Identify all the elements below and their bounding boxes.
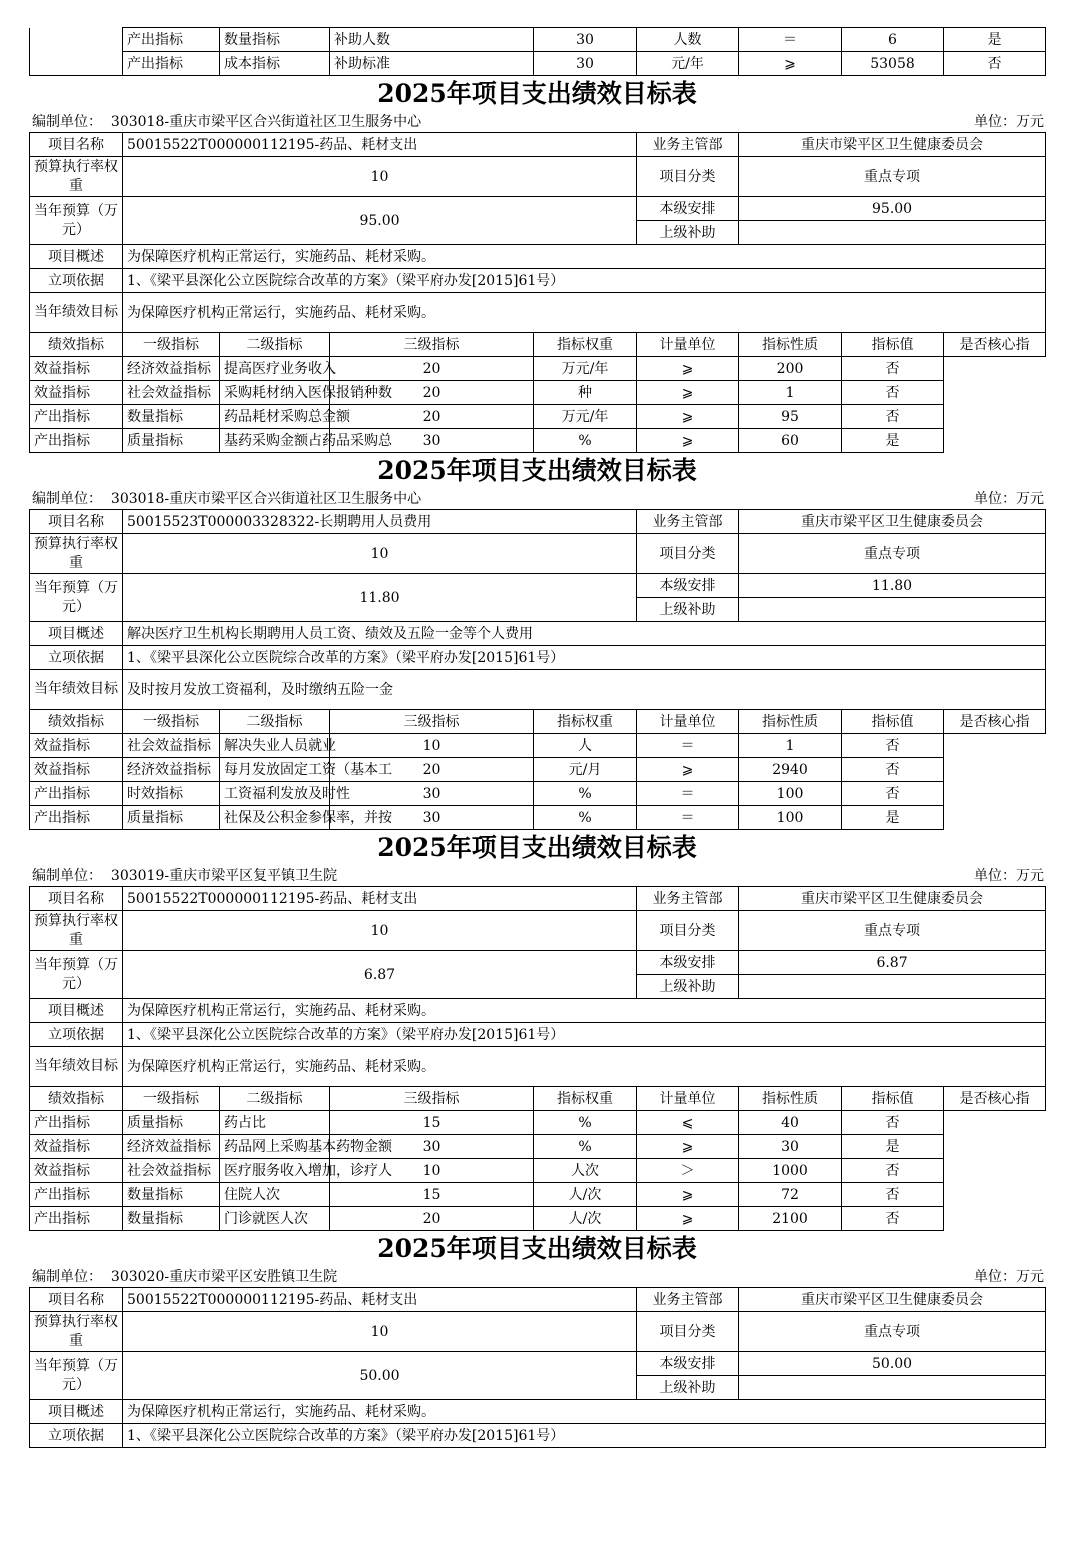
table-row	[30, 1135, 1046, 1159]
org-prefix: 编制单位：	[32, 114, 102, 130]
column-header: 二级指标	[220, 710, 330, 734]
level3-cell: 药占比	[220, 1111, 330, 1135]
column-header: 是否核心指	[944, 710, 1046, 734]
exec-rate-label: 预算执行率权重	[30, 1312, 123, 1352]
table-row	[30, 381, 1046, 405]
dept-value: 重庆市梁平区卫生健康委员会	[739, 133, 1046, 157]
unit-cell: %	[534, 1111, 637, 1135]
table-row	[30, 357, 1046, 381]
table-row	[30, 758, 1046, 782]
currency-unit: 单位：万元	[974, 114, 1044, 130]
performance-table	[29, 509, 1046, 830]
local-label: 本级安排	[637, 574, 739, 598]
column-header: 是否核心指	[944, 333, 1046, 357]
currency-unit: 单位：万元	[974, 1269, 1044, 1285]
column-header: 指标权重	[534, 1087, 637, 1111]
weight-cell: 15	[330, 1111, 534, 1135]
core-cell: 是	[842, 806, 944, 830]
nature-cell: ⩾	[637, 1135, 739, 1159]
unit-line	[32, 112, 1044, 132]
table-row	[30, 887, 1046, 911]
column-header: 一级指标	[123, 1087, 220, 1111]
indicators-label: 绩效指标	[30, 710, 123, 734]
level3-cell: 药品耗材采购总金额	[220, 405, 330, 429]
value-cell: 1000	[739, 1159, 842, 1183]
column-header: 计量单位	[637, 1087, 739, 1111]
level2-cell: 数量指标	[123, 1207, 220, 1231]
nature-cell: ⩾	[739, 52, 842, 76]
column-header: 指标性质	[739, 333, 842, 357]
budget-value: 95.00	[123, 197, 637, 245]
level3-cell: 社保及公积金参保率，并按	[220, 806, 330, 830]
table-row	[30, 534, 1046, 574]
column-header: 指标性质	[739, 1087, 842, 1111]
core-cell: 是	[944, 28, 1046, 52]
overview-value: 为保障医疗机构正常运行，实施药品、耗材采购。	[123, 999, 1046, 1023]
weight-cell: 30	[330, 1135, 534, 1159]
indicators-label: 绩效指标	[30, 333, 123, 357]
value-cell: 72	[739, 1183, 842, 1207]
project-name-label: 项目名称	[30, 133, 123, 157]
core-cell: 否	[842, 758, 944, 782]
nature-cell: ⩾	[637, 1183, 739, 1207]
unit-cell: 人/次	[534, 1207, 637, 1231]
level1-cell: 产出指标	[30, 782, 123, 806]
upper-label: 上级补助	[637, 1376, 739, 1400]
value-cell: 100	[739, 806, 842, 830]
category-label: 项目分类	[637, 911, 739, 951]
level3-cell: 医疗服务收入增加，诊疗人	[220, 1159, 330, 1183]
table-row	[30, 1023, 1046, 1047]
currency-unit: 单位：万元	[974, 491, 1044, 507]
level3-cell: 基药采购金额占药品采购总	[220, 429, 330, 453]
dept-label: 业务主管部	[637, 887, 739, 911]
budget-label: 当年预算（万元）	[30, 951, 123, 999]
table-row	[30, 1183, 1046, 1207]
weight-cell: 10	[330, 734, 534, 758]
table-row	[30, 245, 1046, 269]
nature-cell: ⩾	[637, 1207, 739, 1231]
goal-value: 为保障医疗机构正常运行，实施药品、耗材采购。	[123, 1047, 1046, 1087]
level2-cell: 数量指标	[123, 405, 220, 429]
table-row	[30, 510, 1046, 534]
unit-line	[32, 866, 1044, 886]
nature-cell: ⩽	[637, 1111, 739, 1135]
value-cell: 2940	[739, 758, 842, 782]
basis-label: 立项依据	[30, 1424, 123, 1448]
core-cell: 否	[842, 1207, 944, 1231]
local-label: 本级安排	[637, 197, 739, 221]
upper-value	[739, 221, 1046, 245]
form-title: 2025年项目支出绩效目标表	[377, 1234, 697, 1263]
level2-cell: 数量指标	[123, 1183, 220, 1207]
goal-label: 当年绩效目标	[30, 670, 123, 710]
column-header: 三级指标	[330, 333, 534, 357]
level3-cell: 住院人次	[220, 1183, 330, 1207]
category-value: 重点专项	[739, 1312, 1046, 1352]
weight-cell: 30	[330, 806, 534, 830]
dept-value: 重庆市梁平区卫生健康委员会	[739, 510, 1046, 534]
dept-label: 业务主管部	[637, 1288, 739, 1312]
unit-cell: 元/月	[534, 758, 637, 782]
category-value: 重点专项	[739, 157, 1046, 197]
basis-label: 立项依据	[30, 269, 123, 293]
document-page	[0, 27, 1074, 1547]
table-row	[30, 911, 1046, 951]
nature-cell: ⩾	[637, 381, 739, 405]
exec-rate-label: 预算执行率权重	[30, 534, 123, 574]
table-row	[30, 1159, 1046, 1183]
level1-cell: 产出指标	[123, 52, 220, 76]
table-row	[30, 1288, 1046, 1312]
unit-cell: 元/年	[637, 52, 739, 76]
weight-cell: 20	[330, 405, 534, 429]
weight-cell: 15	[330, 1183, 534, 1207]
basis-value: 1、《梁平县深化公立医院综合改革的方案》（梁平府办发[2015]61号）	[123, 269, 1046, 293]
level1-cell: 效益指标	[30, 1159, 123, 1183]
nature-cell: ＝	[739, 28, 842, 52]
level1-cell: 产出指标	[30, 405, 123, 429]
unit-cell: 万元/年	[534, 357, 637, 381]
table-row	[30, 951, 1046, 975]
core-cell: 否	[842, 405, 944, 429]
goal-value: 及时按月发放工资福利，及时缴纳五险一金	[123, 670, 1046, 710]
value-cell: 6	[842, 28, 944, 52]
project-name-value: 50015522T000000112195-药品、耗材支出	[123, 1288, 637, 1312]
nature-cell: ＝	[637, 782, 739, 806]
basis-value: 1、《梁平县深化公立医院综合改革的方案》（梁平府办发[2015]61号）	[123, 1023, 1046, 1047]
form-title: 2025年项目支出绩效目标表	[377, 833, 697, 862]
level1-cell: 效益指标	[30, 381, 123, 405]
unit-line	[32, 489, 1044, 509]
table-row	[30, 1352, 1046, 1376]
org-name: 303018-重庆市梁平区合兴街道社区卫生服务中心	[110, 491, 422, 507]
upper-label: 上级补助	[637, 598, 739, 622]
weight-cell: 20	[330, 381, 534, 405]
performance-table	[29, 132, 1046, 453]
exec-rate-label: 预算执行率权重	[30, 157, 123, 197]
table-row	[30, 293, 1046, 333]
level3-cell: 提高医疗业务收入	[220, 357, 330, 381]
budget-label: 当年预算（万元）	[30, 197, 123, 245]
local-label: 本级安排	[637, 951, 739, 975]
overview-label: 项目概述	[30, 622, 123, 646]
level2-cell: 质量指标	[123, 429, 220, 453]
exec-rate-value: 10	[123, 157, 637, 197]
table-row	[30, 52, 1046, 76]
local-value: 11.80	[739, 574, 1046, 598]
column-header: 指标值	[842, 710, 944, 734]
level1-cell: 效益指标	[30, 734, 123, 758]
table-row	[30, 622, 1046, 646]
level1-cell: 效益指标	[30, 758, 123, 782]
level2-cell: 社会效益指标	[123, 734, 220, 758]
nature-cell: ⩾	[637, 357, 739, 381]
level1-cell: 产出指标	[30, 806, 123, 830]
indicators-label: 绩效指标	[30, 1087, 123, 1111]
column-header: 指标值	[842, 1087, 944, 1111]
indicator-header-row	[30, 1087, 1046, 1111]
table-row	[30, 405, 1046, 429]
value-cell: 40	[739, 1111, 842, 1135]
table-row	[30, 269, 1046, 293]
form-title: 2025年项目支出绩效目标表	[377, 456, 697, 485]
upper-value	[739, 1376, 1046, 1400]
goal-value: 为保障医疗机构正常运行，实施药品、耗材采购。	[123, 293, 1046, 333]
upper-label: 上级补助	[637, 221, 739, 245]
level3-cell: 工资福利发放及时性	[220, 782, 330, 806]
column-header: 计量单位	[637, 333, 739, 357]
project-name-label: 项目名称	[30, 1288, 123, 1312]
table-row	[30, 999, 1046, 1023]
value-cell: 60	[739, 429, 842, 453]
goal-label: 当年绩效目标	[30, 293, 123, 333]
exec-rate-value: 10	[123, 911, 637, 951]
table-row	[30, 782, 1046, 806]
weight-cell: 20	[330, 357, 534, 381]
table-row	[30, 734, 1046, 758]
org-name: 303018-重庆市梁平区合兴街道社区卫生服务中心	[110, 114, 422, 130]
value-cell: 30	[739, 1135, 842, 1159]
unit-cell: %	[534, 782, 637, 806]
core-cell: 否	[842, 734, 944, 758]
level3-cell: 采购耗材纳入医保报销种数	[220, 381, 330, 405]
core-cell: 是	[842, 429, 944, 453]
org-name: 303019-重庆市梁平区复平镇卫生院	[110, 868, 338, 884]
level3-cell: 每月发放固定工资（基本工	[220, 758, 330, 782]
table-row	[30, 670, 1046, 710]
value-cell: 1	[739, 734, 842, 758]
project-name-label: 项目名称	[30, 510, 123, 534]
table-row	[30, 574, 1046, 598]
value-cell: 53058	[842, 52, 944, 76]
table-row	[30, 1047, 1046, 1087]
basis-value: 1、《梁平县深化公立医院综合改革的方案》（梁平府办发[2015]61号）	[123, 646, 1046, 670]
unit-cell: 人	[534, 734, 637, 758]
level2-cell: 时效指标	[123, 782, 220, 806]
continuation-table	[29, 27, 1046, 76]
level2-cell: 经济效益指标	[123, 1135, 220, 1159]
column-header: 二级指标	[220, 333, 330, 357]
dept-value: 重庆市梁平区卫生健康委员会	[739, 1288, 1046, 1312]
unit-cell: 人/次	[534, 1183, 637, 1207]
weight-cell: 30	[534, 28, 637, 52]
level1-cell: 产出指标	[123, 28, 220, 52]
column-header: 指标权重	[534, 710, 637, 734]
level2-cell: 经济效益指标	[123, 357, 220, 381]
upper-value	[739, 598, 1046, 622]
exec-rate-value: 10	[123, 1312, 637, 1352]
nature-cell: ＞	[637, 1159, 739, 1183]
table-row	[30, 429, 1046, 453]
unit-cell: %	[534, 1135, 637, 1159]
category-value: 重点专项	[739, 534, 1046, 574]
column-header: 一级指标	[123, 710, 220, 734]
budget-label: 当年预算（万元）	[30, 574, 123, 622]
unit-cell: 种	[534, 381, 637, 405]
exec-rate-label: 预算执行率权重	[30, 911, 123, 951]
overview-value: 为保障医疗机构正常运行，实施药品、耗材采购。	[123, 1400, 1046, 1424]
upper-value	[739, 975, 1046, 999]
overview-label: 项目概述	[30, 999, 123, 1023]
table-row	[30, 1312, 1046, 1352]
table-row	[30, 28, 1046, 52]
value-cell: 2100	[739, 1207, 842, 1231]
column-header: 计量单位	[637, 710, 739, 734]
value-cell: 1	[739, 381, 842, 405]
level2-cell: 质量指标	[123, 806, 220, 830]
unit-cell: 万元/年	[534, 405, 637, 429]
column-header: 三级指标	[330, 710, 534, 734]
weight-cell: 30	[330, 782, 534, 806]
weight-cell: 20	[330, 758, 534, 782]
weight-cell: 30	[330, 429, 534, 453]
category-label: 项目分类	[637, 157, 739, 197]
local-label: 本级安排	[637, 1352, 739, 1376]
currency-unit: 单位：万元	[974, 868, 1044, 884]
overview-value: 为保障医疗机构正常运行，实施药品、耗材采购。	[123, 245, 1046, 269]
level1-cell: 产出指标	[30, 1183, 123, 1207]
unit-cell: 人数	[637, 28, 739, 52]
overview-label: 项目概述	[30, 1400, 123, 1424]
level3-cell: 门诊就医人次	[220, 1207, 330, 1231]
table-row	[30, 646, 1046, 670]
core-cell: 否	[842, 1183, 944, 1207]
level2-cell: 数量指标	[220, 28, 330, 52]
column-header: 指标值	[842, 333, 944, 357]
table-row	[30, 157, 1046, 197]
upper-label: 上级补助	[637, 975, 739, 999]
local-value: 50.00	[739, 1352, 1046, 1376]
level3-cell: 药品网上采购基本药物金额	[220, 1135, 330, 1159]
table-row	[30, 1400, 1046, 1424]
level3-cell: 补助人数	[330, 28, 534, 52]
core-cell: 否	[842, 782, 944, 806]
level2-cell: 质量指标	[123, 1111, 220, 1135]
level3-cell: 补助标准	[330, 52, 534, 76]
weight-cell: 10	[330, 1159, 534, 1183]
overview-label: 项目概述	[30, 245, 123, 269]
org-prefix: 编制单位：	[32, 491, 102, 507]
value-cell: 100	[739, 782, 842, 806]
core-cell: 否	[842, 1111, 944, 1135]
table-row	[30, 133, 1046, 157]
table-row	[30, 1207, 1046, 1231]
category-label: 项目分类	[637, 534, 739, 574]
basis-value: 1、《梁平县深化公立医院综合改革的方案》（梁平府办发[2015]61号）	[123, 1424, 1046, 1448]
value-cell: 95	[739, 405, 842, 429]
column-header: 三级指标	[330, 1087, 534, 1111]
unit-line	[32, 1267, 1044, 1287]
column-header: 是否核心指	[944, 1087, 1046, 1111]
indicator-header-row	[30, 333, 1046, 357]
budget-label: 当年预算（万元）	[30, 1352, 123, 1400]
level1-cell: 产出指标	[30, 1207, 123, 1231]
weight-cell: 30	[534, 52, 637, 76]
nature-cell: ⩾	[637, 405, 739, 429]
budget-value: 50.00	[123, 1352, 637, 1400]
goal-label: 当年绩效目标	[30, 1047, 123, 1087]
project-name-value: 50015522T000000112195-药品、耗材支出	[123, 887, 637, 911]
nature-cell: ⩾	[637, 758, 739, 782]
dept-value: 重庆市梁平区卫生健康委员会	[739, 887, 1046, 911]
org-prefix: 编制单位：	[32, 868, 102, 884]
overview-value: 解决医疗卫生机构长期聘用人员工资、绩效及五险一金等个人费用	[123, 622, 1046, 646]
form-title: 2025年项目支出绩效目标表	[377, 79, 697, 108]
weight-cell: 20	[330, 1207, 534, 1231]
local-value: 6.87	[739, 951, 1046, 975]
column-header: 指标权重	[534, 333, 637, 357]
basis-label: 立项依据	[30, 1023, 123, 1047]
indicator-header-row	[30, 710, 1046, 734]
level2-cell: 社会效益指标	[123, 1159, 220, 1183]
indicator-label-cell	[30, 28, 123, 76]
column-header: 一级指标	[123, 333, 220, 357]
org-name: 303020-重庆市梁平区安胜镇卫生院	[110, 1269, 338, 1285]
unit-cell: 人次	[534, 1159, 637, 1183]
dept-label: 业务主管部	[637, 510, 739, 534]
value-cell: 200	[739, 357, 842, 381]
table-row	[30, 1424, 1046, 1448]
level1-cell: 效益指标	[30, 357, 123, 381]
exec-rate-value: 10	[123, 534, 637, 574]
category-label: 项目分类	[637, 1312, 739, 1352]
dept-label: 业务主管部	[637, 133, 739, 157]
core-cell: 是	[842, 1135, 944, 1159]
nature-cell: ＝	[637, 734, 739, 758]
table-row	[30, 806, 1046, 830]
performance-table	[29, 1287, 1046, 1448]
level1-cell: 产出指标	[30, 429, 123, 453]
level1-cell: 产出指标	[30, 1111, 123, 1135]
core-cell: 否	[842, 357, 944, 381]
local-value: 95.00	[739, 197, 1046, 221]
level2-cell: 成本指标	[220, 52, 330, 76]
core-cell: 否	[944, 52, 1046, 76]
table-row	[30, 1111, 1046, 1135]
nature-cell: ＝	[637, 806, 739, 830]
org-prefix: 编制单位：	[32, 1269, 102, 1285]
nature-cell: ⩾	[637, 429, 739, 453]
core-cell: 否	[842, 381, 944, 405]
column-header: 指标性质	[739, 710, 842, 734]
unit-cell: %	[534, 806, 637, 830]
level2-cell: 经济效益指标	[123, 758, 220, 782]
level3-cell: 解决失业人员就业	[220, 734, 330, 758]
budget-value: 6.87	[123, 951, 637, 999]
project-name-label: 项目名称	[30, 887, 123, 911]
category-value: 重点专项	[739, 911, 1046, 951]
performance-table	[29, 886, 1046, 1231]
level2-cell: 社会效益指标	[123, 381, 220, 405]
project-name-value: 50015522T000000112195-药品、耗材支出	[123, 133, 637, 157]
budget-value: 11.80	[123, 574, 637, 622]
table-row	[30, 197, 1046, 221]
project-name-value: 50015523T000003328322-长期聘用人员费用	[123, 510, 637, 534]
level1-cell: 效益指标	[30, 1135, 123, 1159]
unit-cell: %	[534, 429, 637, 453]
core-cell: 否	[842, 1159, 944, 1183]
basis-label: 立项依据	[30, 646, 123, 670]
column-header: 二级指标	[220, 1087, 330, 1111]
